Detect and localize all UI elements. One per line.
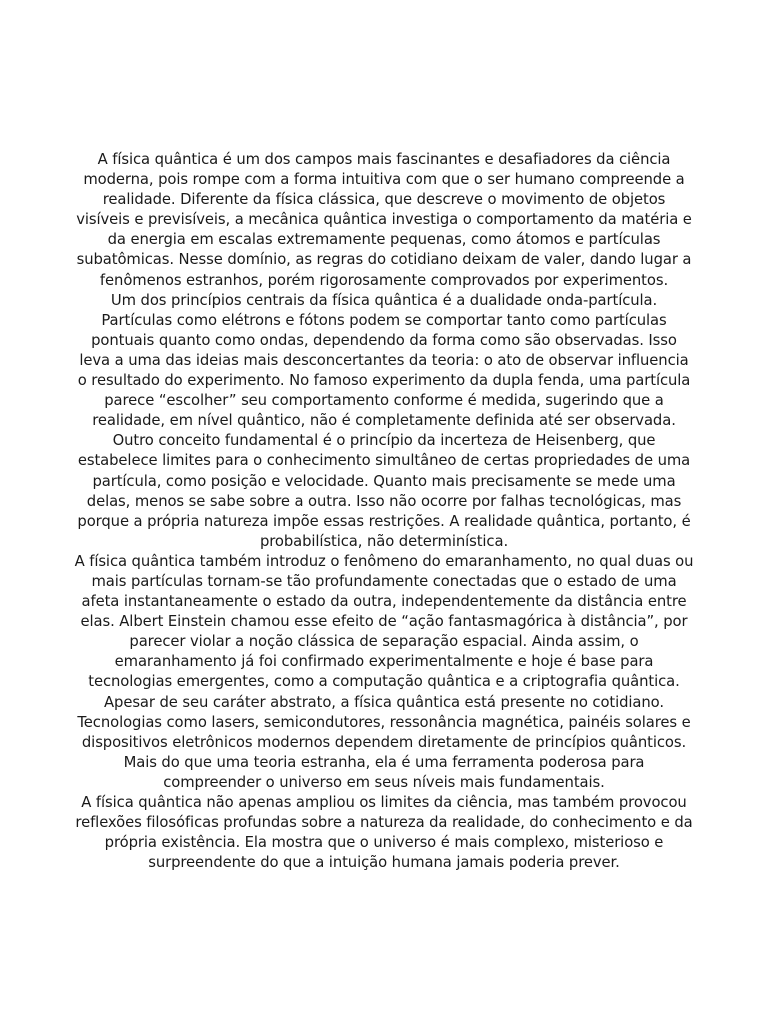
paragraph-5: Apesar de seu caráter abstrato, a física quântica está presente no cotidiano. Tecnologias como lasers, semicondutores, ressonância magnética, painéis solares e dispositivos eletrônicos modernos dependem diretamente de princípios quânticos. Mais do que uma teoria estranha, ela é uma ferramenta poderosa para compreender o universo em seus níveis mais fundamentais. (77, 693, 691, 791)
paragraph-3: Outro conceito fundamental é o princípio da incerteza de Heisenberg, que estabelece limites para o conhecimento simultâneo de certas propriedades de uma partícula, como posição e velocidade. Quanto mais precisamente se mede uma delas, menos se sabe sobre a outra. Isso não ocorre por falhas tecnológicas, mas porque a própria natureza impõe essas restrições. A realidade quântica, portanto, é probabilística, não determinística. (77, 432, 691, 550)
paragraph-2: Um dos princípios centrais da física quântica é a dualidade onda-partícula. Partículas como elétrons e fótons podem se comportar tanto como partículas pontuais quanto como ondas, dependendo da forma como são observadas. Isso leva a uma das ideias mais desconcertantes da teoria: o ato de observar influencia o resultado do experimento. No famoso experimento da dupla fenda, uma partícula parece “escolher” seu comportamento conforme é medida, sugerindo que a realidade, em nível quântico, não é completamente definida até ser observada. (77, 291, 691, 430)
paragraph-6: A física quântica não apenas ampliou os limites da ciência, mas também provocou reflexões filosóficas profundas sobre a natureza da realidade, do conhecimento e da própria existência. Ela mostra que o universo é mais complexo, misterioso e surpreendente do que a intuição humana jamais poderia prever. (75, 794, 693, 872)
paragraph-1: A física quântica é um dos campos mais fascinantes e desafiadores da ciência moderna, pois rompe com a forma intuitiva com que o ser humano compreende a realidade. Diferente da física clássica, que descreve o movimento de objetos visíveis e previsíveis, a mecânica quântica investiga o comportamento da matéria e da energia em escalas extremamente pequenas, como átomos e partículas subatômicas. Nesse domínio, as regras do cotidiano deixam de valer, dando lugar a fenômenos estranhos, porém rigorosamente comprovados por experimentos. (76, 151, 692, 289)
document-body (74, 150, 694, 873)
paragraph-4: A física quântica também introduz o fenômeno do emaranhamento, no qual duas ou mais partículas tornam-se tão profundamente conectadas que o estado de uma afeta instantaneamente o estado da outra, independentemente da distância entre elas. Albert Einstein chamou esse efeito de “ação fantasmagórica à distância”, por parecer violar a noção clássica de separação espacial. Ainda assim, o emaranhamento já foi confirmado experimentalmente e hoje é base para tecnologias emergentes, como a computação quântica e a criptografia quântica. (74, 552, 694, 691)
